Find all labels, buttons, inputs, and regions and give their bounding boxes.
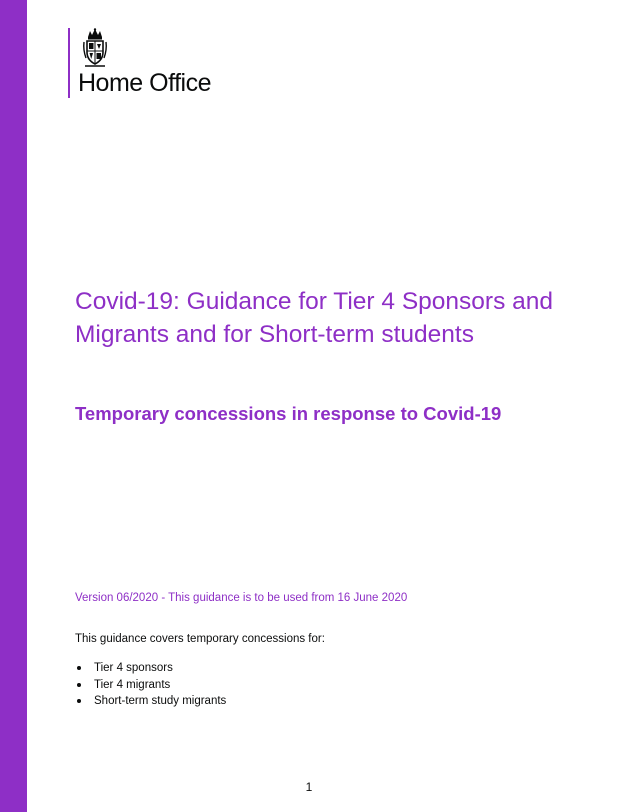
list-item-label: Tier 4 migrants [94,678,171,691]
bullet-icon [77,666,81,670]
concessions-list [75,660,226,710]
home-office-logo [68,28,211,100]
list-item-label: Short-term study migrants [94,695,227,707]
org-name: Home Office [78,69,211,97]
version-line: Version 06/2020 - This guidance is to be used from 16 June 2020 [75,592,408,604]
list-item [75,693,226,710]
page-number: 1 [305,780,313,794]
side-accent-bar [0,0,27,812]
royal-crest-icon [82,28,108,68]
list-item [75,677,226,694]
logo-divider [68,28,70,98]
intro-text: This guidance covers temporary concessions for: [75,633,325,645]
document-title: Covid-19: Guidance for Tier 4 Sponsors and Migrants and for Short-term students [75,288,554,348]
bullet-icon [77,683,81,687]
document-subtitle: Temporary concessions in response to Covid-19 [75,403,502,424]
bullet-icon [77,699,81,703]
list-item [75,660,226,677]
list-item-label: Tier 4 sponsors [94,662,173,674]
